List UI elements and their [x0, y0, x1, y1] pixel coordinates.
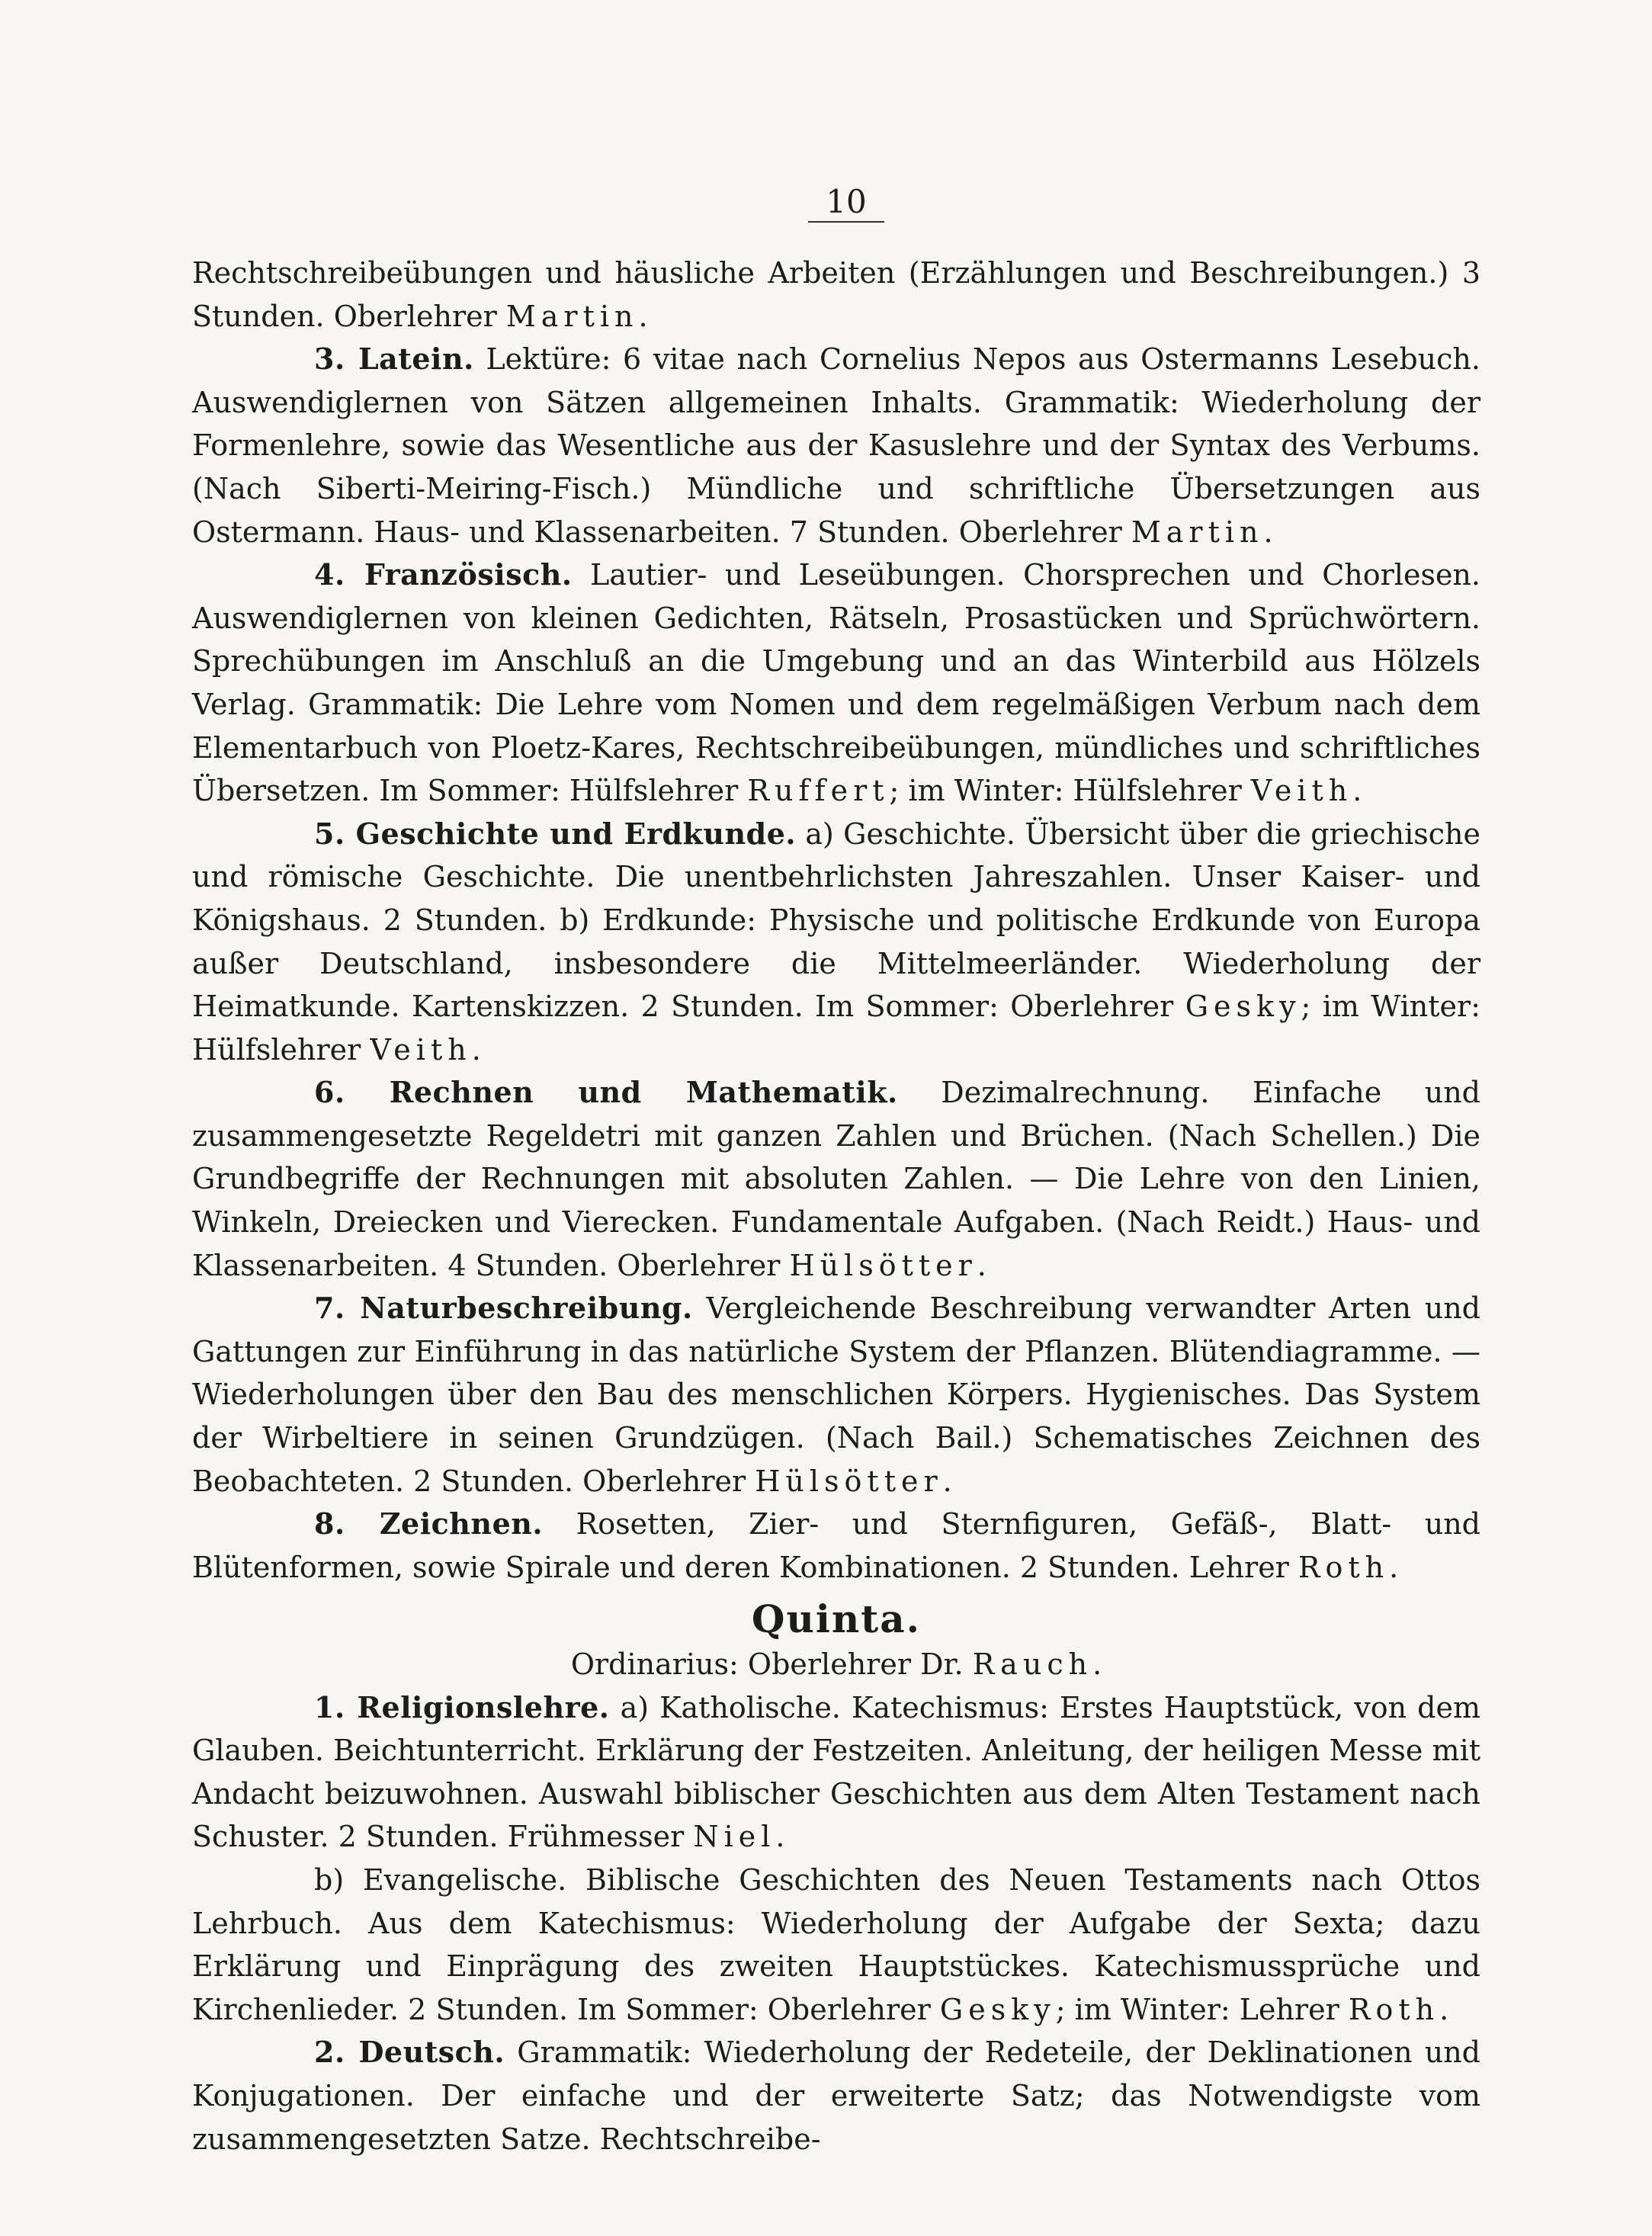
text: a) Katholische. Katechismus: Erstes Hauptstück, von dem Glauben. Beichtunterricht. Erklärung der Festzeiten. Anleitung, der heiligen Messe mit Andacht beizuwohnen. Auswahl biblischer Geschichten aus dem Alten Testament nach Schuster. 2 Stunden. Frühmesser: [192, 1690, 1480, 1854]
paragraph-naturbeschreibung: [192, 1287, 1480, 1503]
paragraph-geschichte: [192, 813, 1480, 1072]
paragraph-religionslehre: [192, 1686, 1480, 1859]
teacher-name: Hülsötter: [755, 1464, 943, 1498]
subject-heading: 1. Religionslehre.: [314, 1689, 610, 1724]
subject-heading: 8. Zeichnen.: [314, 1506, 544, 1541]
text: ; im Winter: Hülfslehrer: [889, 774, 1251, 808]
text: Vergleichende Beschreibung verwandter Arten und Gattungen zur Einführung in das natürliche System der Pflanzen. Blütendiagramme. — Wiederholungen über den Bau des menschlichen Körpers. Hygienisches. Das System der Wirbeltiere in seinen Grundzügen. (Nach Bail.) Schematisches Zeichnen des Beobachteten. 2 Stunden. Oberlehrer: [192, 1291, 1480, 1498]
text: .: [1439, 1992, 1449, 2026]
teacher-name: Hülsötter: [789, 1248, 977, 1282]
teacher-name: Martin: [505, 299, 639, 333]
text: Grammatik: Wiederholung der Redeteile, der Deklinationen und Konjugationen. Der einfache und der erweiterte Satz; das Notwendigste vom zusammengesetzten Satze. Rechtschreibe-: [192, 2035, 1481, 2156]
teacher-name: Gesky: [939, 1992, 1056, 2026]
text: .: [1263, 515, 1273, 549]
paragraph-franzoesisch: [192, 553, 1480, 813]
text: Lautier- und Leseübungen. Chorsprechen und Chorlesen. Auswendiglernen von kleinen Gedichten, Rätseln, Prosastücken und Sprüchwörtern. Sprechübungen im Anschluß an die Umgebung und an das Winterbild aus Hölzels Verlag. Grammatik: Die Lehre vom Nomen und dem regelmäßigen Verbum nach dem Elementarbuch von Ploetz-Kares, Rechtschreibeübungen, mündliches und schriftliches Übersetzen. Im Sommer: Hülfslehrer: [192, 558, 1480, 808]
section-title-quinta: Quinta.: [751, 1596, 922, 1642]
subject-heading: 3. Latein.: [314, 342, 474, 377]
page-number: 10: [826, 183, 867, 220]
text: a) Geschichte. Übersicht über die griechische und römische Geschichte. Die unentbehrlichsten Jahreszahlen. Unser Kaiser- und Königshaus. 2 Stunden. b) Erdkunde: Physische und politische Erdkunde von Europa außer Deutschland, insbesondere die Mittelmeerländer. Wiederholung der Heimatkunde. Kartenskizzen. 2 Stunden. Im Sommer: Oberlehrer: [192, 816, 1480, 1024]
text: .: [638, 299, 648, 333]
teacher-name: Veith: [1250, 774, 1353, 808]
teacher-name: Rauch: [972, 1647, 1093, 1681]
paragraph-deutsch: [192, 2031, 1480, 2161]
text: .: [1389, 1550, 1399, 1584]
text: Rechtschreibeübungen und häusliche Arbeiten (Erzählungen und Beschreibungen.) 3 Stunden. Oberlehrer: [192, 256, 1480, 333]
page-number-rule: [808, 221, 884, 223]
teacher-name: Niel: [693, 1820, 776, 1854]
paragraph-zeichnen: [192, 1503, 1480, 1589]
text: ; im Winter: Lehrer: [1055, 1992, 1349, 2026]
paragraph-intro: [192, 252, 1480, 338]
paragraph-latein: [192, 338, 1480, 553]
text: Dezimalrechnung. Einfache und zusammengesetzte Regeldetri mit ganzen Zahlen und Brüchen. (Nach Schellen.) Die Grundbegriffe der Rechnungen mit absoluten Zahlen. — Die Lehre von den Linien, Winkeln, Dreiecken und Vierecken. Fundamentale Aufgaben. (Nach Reidt.) Haus- und Klassenarbeiten. 4 Stunden. Oberlehrer: [192, 1076, 1481, 1282]
teacher-name: Veith: [370, 1032, 472, 1067]
teacher-name: Ruffert: [747, 774, 890, 808]
text: ; im Winter: Hülfslehrer: [192, 990, 1481, 1067]
ordinarius-line: [192, 1643, 1480, 1686]
subject-heading: 5. Geschichte und Erdkunde.: [314, 816, 797, 851]
paragraph-rechnen: [192, 1071, 1480, 1287]
subject-heading: 2. Deutsch.: [314, 2035, 505, 2070]
text: Rosetten, Zier- und Sternfiguren, Gefäß-, Blatt- und Blütenformen, sowie Spirale und deren Kombinationen. 2 Stunden. Lehrer: [192, 1507, 1481, 1584]
text: .: [1092, 1647, 1102, 1681]
teacher-name: Roth: [1298, 1550, 1390, 1584]
text: .: [942, 1464, 952, 1498]
teacher-name: Martin: [1131, 515, 1264, 549]
text: .: [1352, 774, 1362, 808]
subject-heading: 7. Naturbeschreibung.: [314, 1291, 693, 1326]
paragraph-religionslehre-evangelisch: [192, 1859, 1480, 2031]
subject-heading: 6. Rechnen und Mathematik.: [314, 1075, 898, 1110]
text: b) Evangelische. Biblische Geschichten des Neuen Testaments nach Ottos Lehrbuch. Aus dem Katechismus: Wiederholung der Aufgabe der Sexta; dazu Erklärung und Einprägung des zweiten Hauptstückes. Katechismussprüche und Kirchenlieder. 2 Stunden. Im Sommer: Oberlehrer: [192, 1862, 1480, 2026]
teacher-name: Gesky: [1185, 990, 1301, 1024]
subject-heading: 4. Französisch.: [314, 557, 573, 592]
teacher-name: Roth: [1348, 1992, 1440, 2026]
text: .: [775, 1820, 785, 1854]
body-text: [192, 252, 1480, 2161]
text: Ordinarius: Oberlehrer Dr.: [570, 1647, 973, 1681]
text: .: [977, 1248, 986, 1282]
text: .: [471, 1032, 481, 1067]
text: Lektüre: 6 vitae nach Cornelius Nepos aus Ostermanns Lesebuch. Auswendiglernen von Sätzen allgemeinen Inhalts. Grammatik: Wiederholung der Formenlehre, sowie das Wesentliche aus der Kasuslehre und der Syntax des Verbums. (Nach Siberti-Meiring-Fisch.) Mündliche und schriftliche Übersetzungen aus Ostermann. Haus- und Klassenarbeiten. 7 Stunden. Oberlehrer: [192, 342, 1480, 549]
